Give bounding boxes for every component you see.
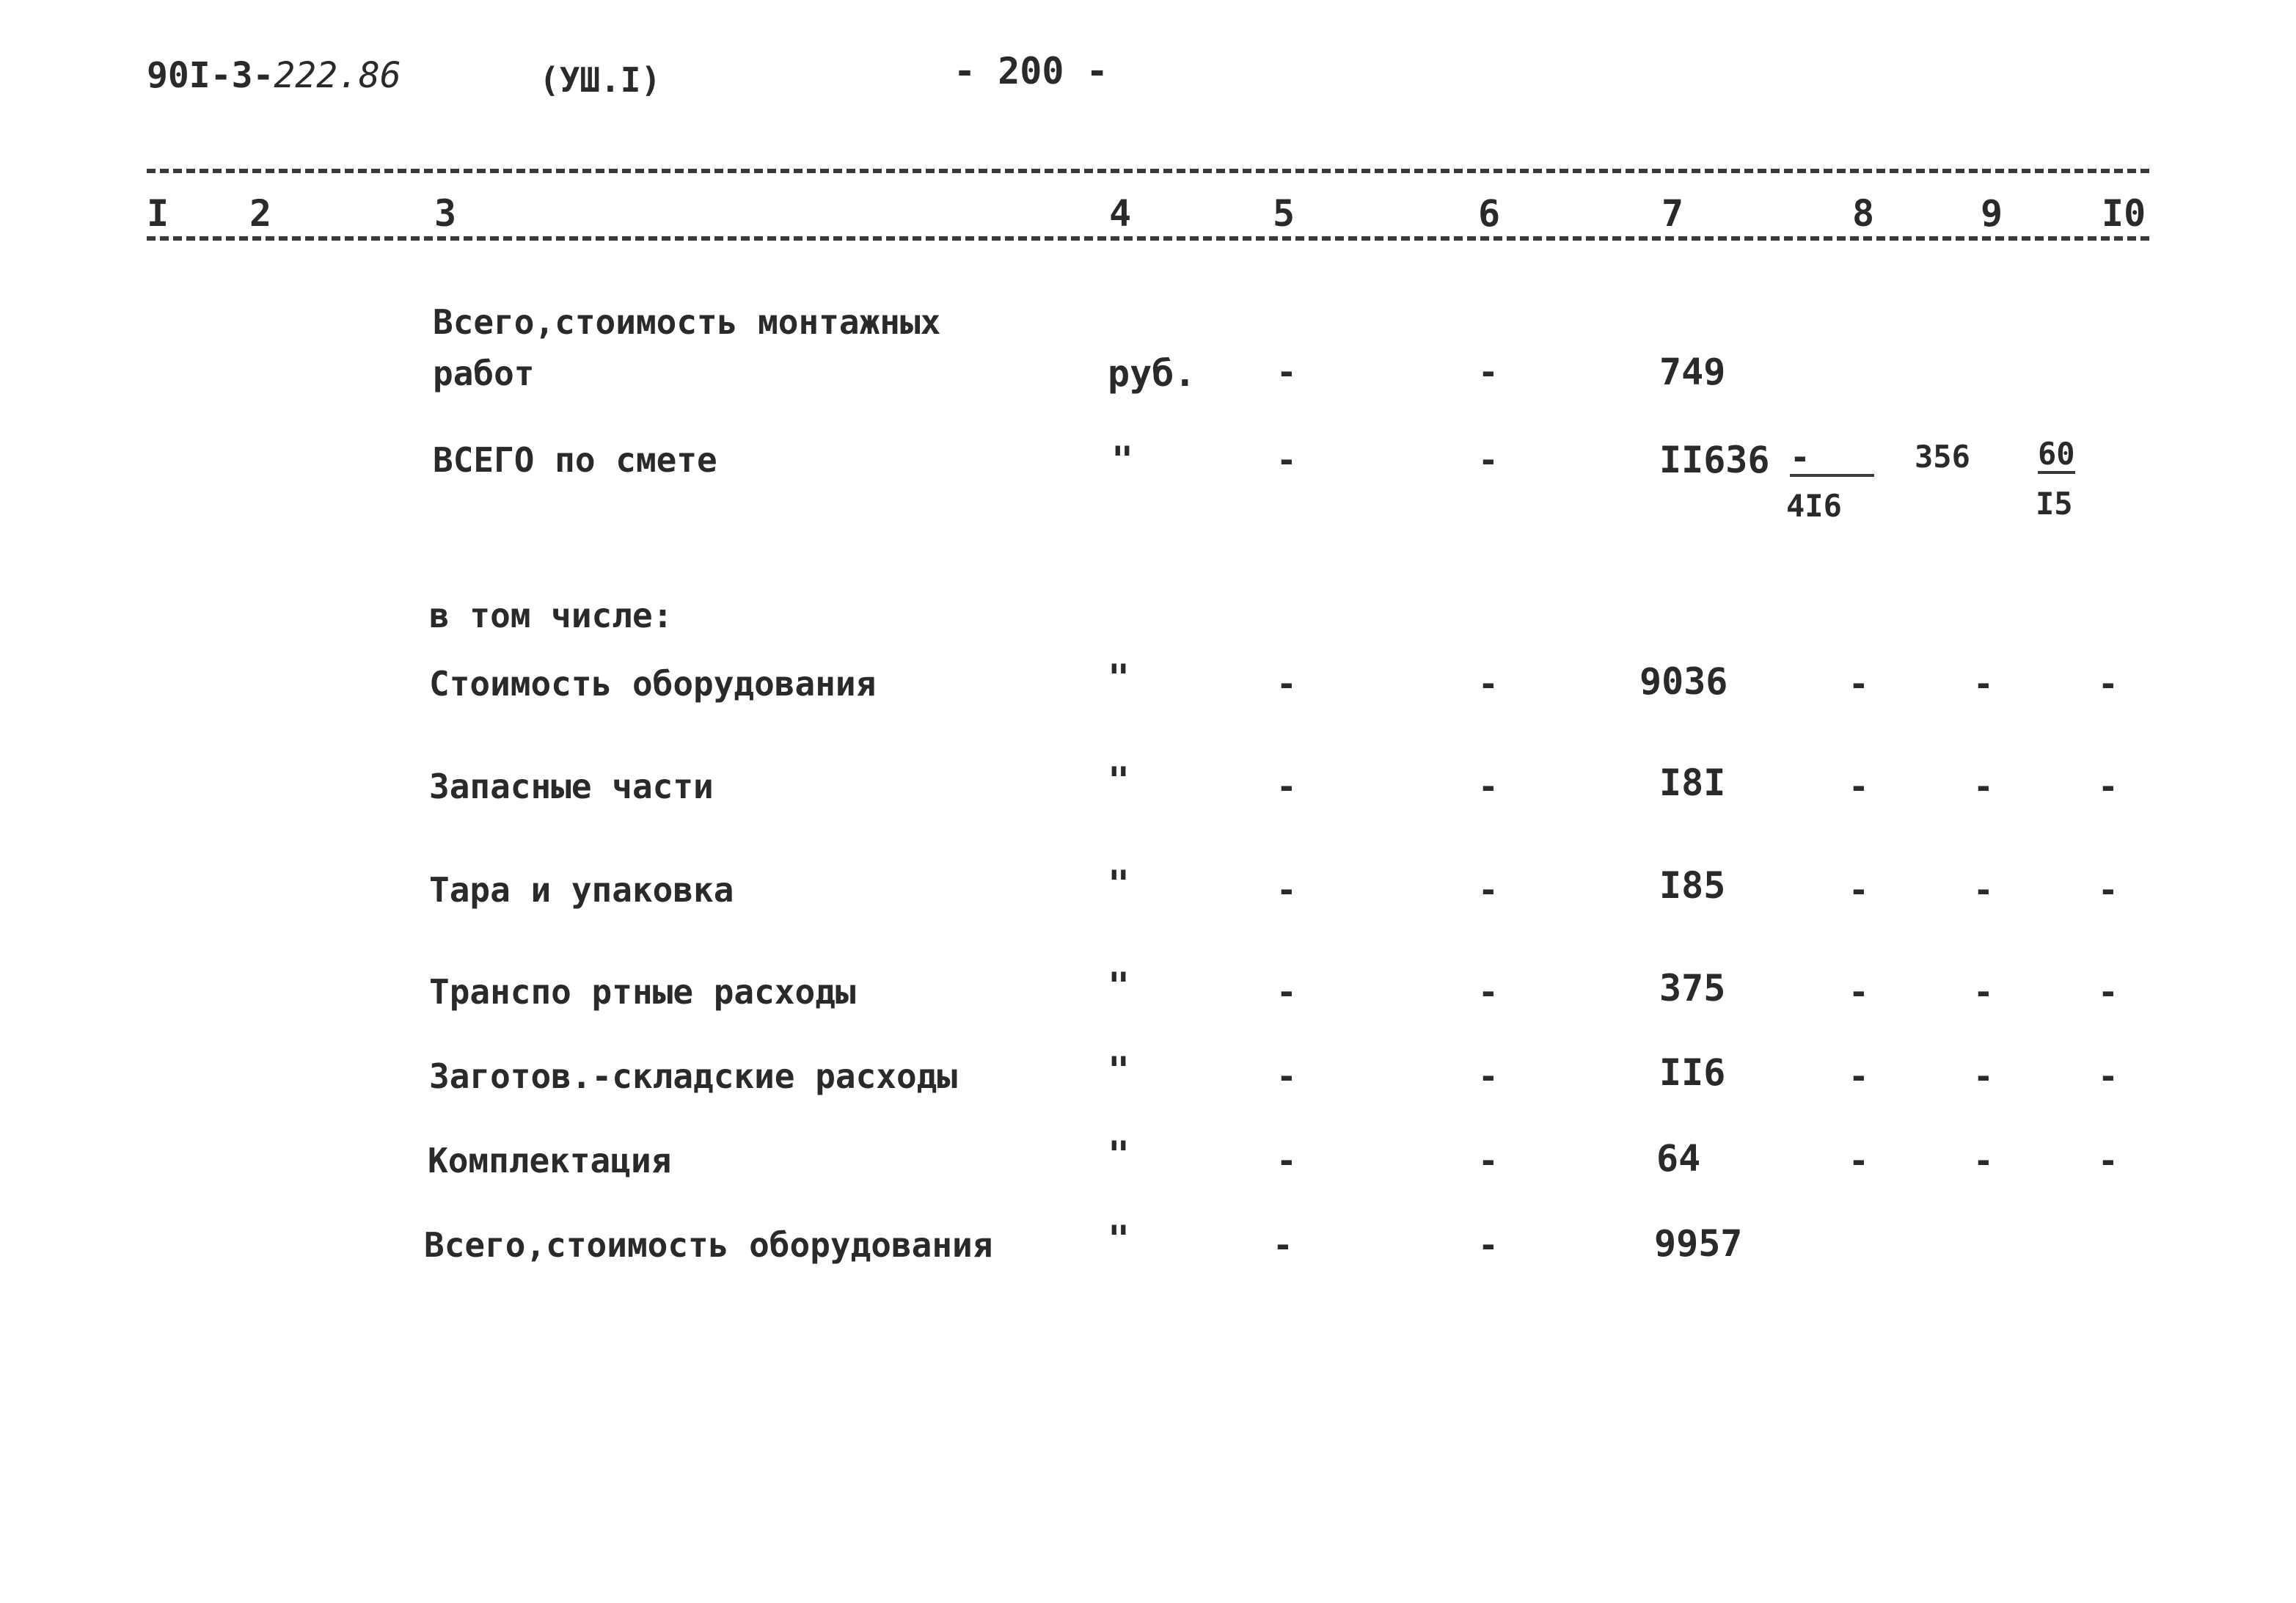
cell-col5: - xyxy=(1273,1225,1293,1265)
row-label: Стоимость оборудования xyxy=(429,664,877,704)
cell-col7: 749 xyxy=(1659,351,1726,393)
document-code xyxy=(147,55,401,96)
cell-col7: 64 xyxy=(1656,1137,1701,1180)
cell-col7: I8I xyxy=(1659,762,1726,804)
subheading: в том числе: xyxy=(429,596,673,635)
cell-col6: - xyxy=(1478,972,1499,1012)
unit-ditto-cell: " xyxy=(1108,1218,1130,1260)
unit-ditto-cell: " xyxy=(1111,439,1134,481)
cell-col6: - xyxy=(1478,440,1499,480)
cell-col6: - xyxy=(1478,767,1499,806)
cell-col10-denominator: I5 xyxy=(2036,486,2073,522)
cell-col5: - xyxy=(1276,1056,1297,1096)
row-label: Запасные части xyxy=(429,767,714,806)
cell-col10: - xyxy=(2098,767,2118,806)
cell-col7: I85 xyxy=(1659,864,1726,907)
cell-col8-denominator: 4I6 xyxy=(1786,488,1842,524)
column-number-4: 4 xyxy=(1109,192,1132,235)
cell-col10: - xyxy=(2098,870,2118,910)
cell-col9: - xyxy=(1973,1141,1994,1180)
cell-col9: - xyxy=(1973,870,1994,910)
cell-col7: 9957 xyxy=(1654,1222,1743,1265)
cell-col9: - xyxy=(1973,1056,1994,1096)
cell-col8: - xyxy=(1849,664,1869,704)
cell-col6: - xyxy=(1478,664,1499,704)
row-label: Заготов.-складские расходы xyxy=(429,1056,958,1096)
cell-col7: 375 xyxy=(1659,967,1726,1009)
unit-ditto-cell: " xyxy=(1108,657,1130,699)
column-number-9: 9 xyxy=(1981,192,2003,235)
column-number-5: 5 xyxy=(1273,192,1295,235)
cell-col10: - xyxy=(2098,1056,2118,1096)
cell-col10: - xyxy=(2098,972,2118,1012)
column-number-10: I0 xyxy=(2102,192,2146,235)
column-number-6: 6 xyxy=(1478,192,1501,235)
cell-col9: - xyxy=(1973,767,1994,806)
cell-col10-numerator: 60 xyxy=(2038,437,2075,474)
cell-col5: - xyxy=(1276,870,1297,910)
cell-col8: - xyxy=(1849,1056,1869,1096)
cell-col6: - xyxy=(1478,1141,1499,1180)
row-label: Всего,стоимость монтажных xyxy=(433,302,941,342)
column-number-8: 8 xyxy=(1852,192,1875,235)
cell-col9: - xyxy=(1973,972,1994,1012)
row-label-continued: работ xyxy=(433,354,535,393)
cell-col6: - xyxy=(1478,352,1499,392)
row-label: Комплектация xyxy=(428,1141,672,1180)
document-code-main: 90I-3- xyxy=(147,55,274,96)
column-number-1: I xyxy=(147,192,169,235)
unit-ditto-cell: " xyxy=(1108,1049,1130,1092)
column-number-7: 7 xyxy=(1661,192,1684,235)
cell-col8-numerator: - xyxy=(1790,440,1874,477)
cell-col6: - xyxy=(1478,870,1499,910)
cell-col7: 9036 xyxy=(1639,660,1728,703)
cell-col6: - xyxy=(1478,1225,1499,1265)
cell-col9: - xyxy=(1973,664,1994,704)
top-divider xyxy=(147,169,2149,173)
row-label: Транспо ртные расходы xyxy=(429,972,856,1012)
document-section: (УШ.I) xyxy=(539,60,662,100)
cell-col8: - xyxy=(1849,870,1869,910)
cell-col5: - xyxy=(1276,440,1297,480)
cell-col9: 356 xyxy=(1915,439,1970,475)
cell-col5: - xyxy=(1276,767,1297,806)
cell-col5: - xyxy=(1276,352,1297,392)
header-divider xyxy=(147,236,2149,241)
row-label: Всего,стоимость оборудования xyxy=(424,1225,993,1265)
unit-cell: руб. xyxy=(1108,352,1196,395)
row-label: ВСЕГО по смете xyxy=(433,440,717,480)
page-number: - 200 - xyxy=(954,50,1108,92)
cell-col5: - xyxy=(1276,1141,1297,1180)
cell-col7: II6 xyxy=(1659,1051,1726,1094)
cell-col7: II636 xyxy=(1659,439,1770,481)
cell-col8: - xyxy=(1849,767,1869,806)
column-number-2: 2 xyxy=(249,192,272,235)
row-label: Тара и упаковка xyxy=(429,870,734,910)
document-code-suffix: 222.86 xyxy=(274,55,401,96)
unit-ditto-cell: " xyxy=(1108,965,1130,1007)
unit-ditto-cell: " xyxy=(1108,1133,1130,1176)
cell-col5: - xyxy=(1276,664,1297,704)
cell-col10: - xyxy=(2098,1141,2118,1180)
unit-ditto-cell: " xyxy=(1108,863,1130,905)
cell-col6: - xyxy=(1478,1056,1499,1096)
cell-col10: - xyxy=(2098,664,2118,704)
cell-col8: - xyxy=(1849,972,1869,1012)
column-number-3: 3 xyxy=(434,192,457,235)
unit-ditto-cell: " xyxy=(1108,759,1130,802)
cell-col8: - xyxy=(1849,1141,1869,1180)
cell-col5: - xyxy=(1276,972,1297,1012)
